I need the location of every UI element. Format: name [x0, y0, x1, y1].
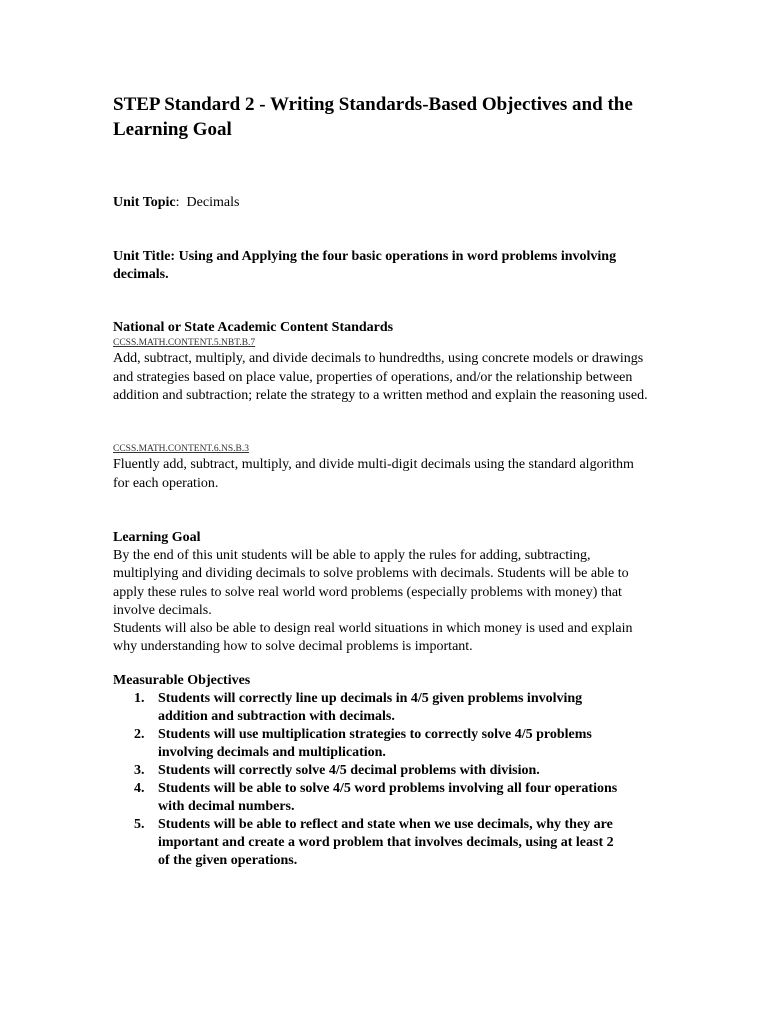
learning-goal-section	[113, 529, 658, 656]
objective-number: 1.	[134, 691, 145, 706]
document-title: STEP Standard 2 - Writing Standards-Based Objectives and the Learning Goal	[113, 94, 633, 140]
objective-item	[113, 726, 628, 762]
objective-text: Students will correctly solve 4/5 decimal problems with division.	[158, 763, 540, 778]
learning-goal-heading: Learning Goal	[113, 530, 201, 545]
unit-topic-label: Unit Topic	[113, 195, 176, 210]
learning-goal-paragraph: By the end of this unit students will be able to apply the rules for adding, subtracting, multiplying and dividing decimals to solve problems with decimals. Students will be able to apply these rules to solve real world word problems (especially problems with money) that involve decimals.	[113, 548, 629, 618]
objective-item	[113, 816, 628, 870]
objective-number: 4.	[134, 781, 145, 796]
standard-code-link[interactable]: CCSS.MATH.CONTENT.6.NS.B.3	[113, 444, 250, 454]
objectives-section	[113, 672, 673, 870]
standards-heading: National or State Academic Content Standards	[113, 320, 394, 335]
objective-item	[113, 780, 628, 816]
standard-code-link[interactable]: CCSS.MATH.CONTENT.5.NBT.B.7	[113, 338, 256, 348]
objectives-heading: Measurable Objectives	[113, 673, 251, 688]
objective-text: Students will correctly line up decimals in 4/5 given problems involving addition and subtraction with decimals.	[158, 691, 583, 724]
unit-topic-value: Decimals	[186, 195, 240, 210]
unit-topic: Unit Topic: Decimals	[113, 195, 240, 210]
standard-text: Fluently add, subtract, multiply, and divide multi-digit decimals using the standard algorithm for each operation.	[113, 457, 634, 491]
objective-text: Students will be able to solve 4/5 word problems involving all four operations with decimal numbers.	[158, 781, 618, 814]
objective-number: 3.	[134, 763, 145, 778]
unit-title: Unit Title: Using and Applying the four basic operations in word problems involving decimals.	[113, 249, 617, 282]
objective-number: 5.	[134, 817, 145, 832]
objectives-list	[113, 690, 673, 870]
objective-item	[113, 762, 628, 780]
objective-text: Students will use multiplication strategies to correctly solve 4/5 problems involving decimals and multiplication.	[158, 727, 592, 760]
objective-item	[113, 690, 628, 726]
objective-text: Students will be able to reflect and state when we use decimals, why they are important and create a word problem that involves decimals, using at least 2 of the given operations.	[158, 817, 614, 868]
learning-goal-paragraph: Students will also be able to design real world situations in which money is used and explain why understanding how to solve decimal problems is important.	[113, 621, 633, 655]
standard-text: Add, subtract, multiply, and divide decimals to hundredths, using concrete models or drawings and strategies based on place value, properties of operations, and/or the relationship between addition and subtraction; relate the strategy to a written method and explain the reasoning used.	[113, 351, 648, 403]
objective-number: 2.	[134, 727, 145, 742]
